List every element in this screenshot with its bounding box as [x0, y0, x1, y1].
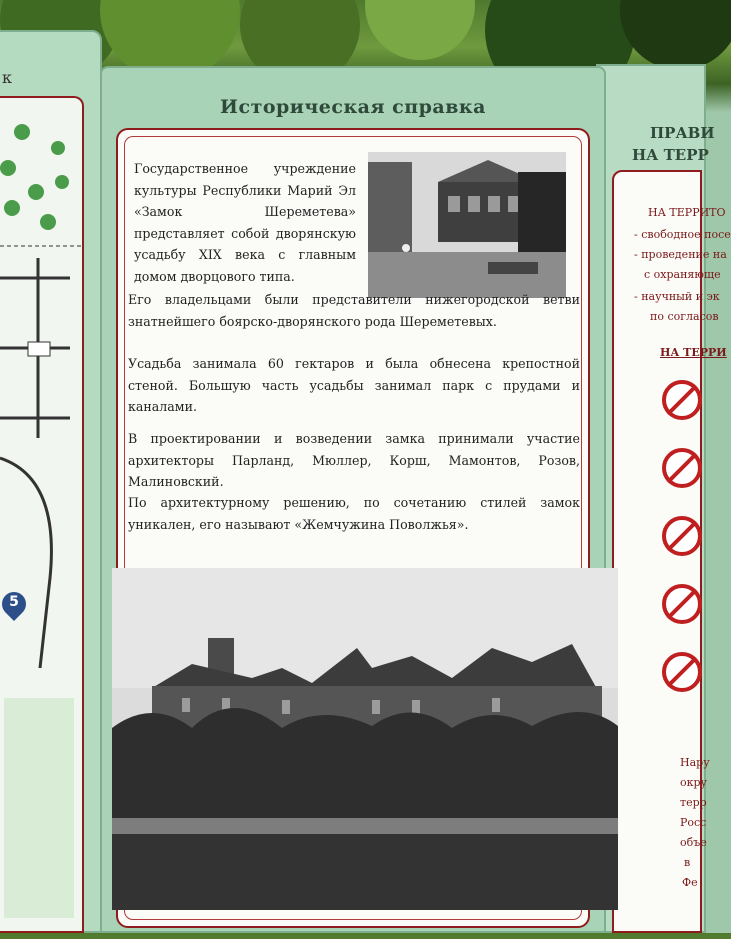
- prohibition-sign-icon: [662, 652, 702, 692]
- rules-bottom-3: терр: [680, 796, 707, 809]
- left-corner-letter: к: [2, 68, 12, 87]
- rules-heading-1: ПРАВИ: [650, 124, 715, 142]
- rules-bottom-5: объе: [680, 836, 707, 849]
- rules-line-6: по согласов: [650, 310, 719, 323]
- no-tree-cutting-sign-icon: [662, 380, 702, 420]
- paragraph-estate: Усадьба занимала 60 гектаров и была обнесена крепостной стеной. Большую часть усадьбы занимал парк с прудами и каналами.: [128, 356, 580, 414]
- photo-manor-courtyard: [368, 152, 566, 298]
- park-map: [0, 68, 84, 933]
- rules-bottom-6: в: [684, 856, 691, 869]
- photo-castle-panorama: [112, 568, 618, 910]
- page-title: Историческая справка: [220, 96, 486, 118]
- rules-line-2: - свободное посе: [634, 228, 731, 241]
- rules-line-1: НА ТЕРРИТО: [648, 206, 726, 219]
- rules-line-4: с охраняюще: [644, 268, 721, 281]
- rules-bottom-2: окру: [680, 776, 708, 789]
- no-littering-sign-icon: [662, 516, 702, 556]
- no-fire-sign-icon: [662, 584, 702, 624]
- rules-line-7: НА ТЕРРИ: [660, 346, 727, 359]
- paragraph-intro: Государственное учреждение культуры Республики Марий Эл «Замок Шереметева» представляет собой дворянскую усадьбу XIX века с главным домом дворцового типа.: [134, 161, 356, 284]
- rules-heading-2: НА ТЕРР: [632, 146, 709, 164]
- paragraph-architects: В проектировании и возведении замка принимали участие архитекторы Парланд, Мюллер, Корш, Мамонтов, Розов, Малиновский.: [128, 431, 580, 489]
- no-vehicles-sign-icon: [662, 448, 702, 488]
- rules-bottom-1: Нару: [680, 756, 710, 769]
- rules-bottom-7: Фе: [682, 876, 698, 889]
- rules-line-5: - научный и эк: [634, 290, 720, 303]
- map-marker-number: 5: [9, 594, 19, 610]
- paragraph-uniqueness: По архитектурному решению, по сочетанию стилей замок уникален, его называют «Жемчужина Поволжья».: [128, 495, 580, 532]
- paragraph-owners: Его владельцами были представители нижегородской ветви знатнейшего боярско-дворянского рода Шереметевых.: [128, 292, 580, 329]
- rules-line-3: - проведение на: [634, 248, 727, 261]
- rules-bottom-4: Росс: [680, 816, 707, 829]
- map-drawing: [0, 98, 84, 935]
